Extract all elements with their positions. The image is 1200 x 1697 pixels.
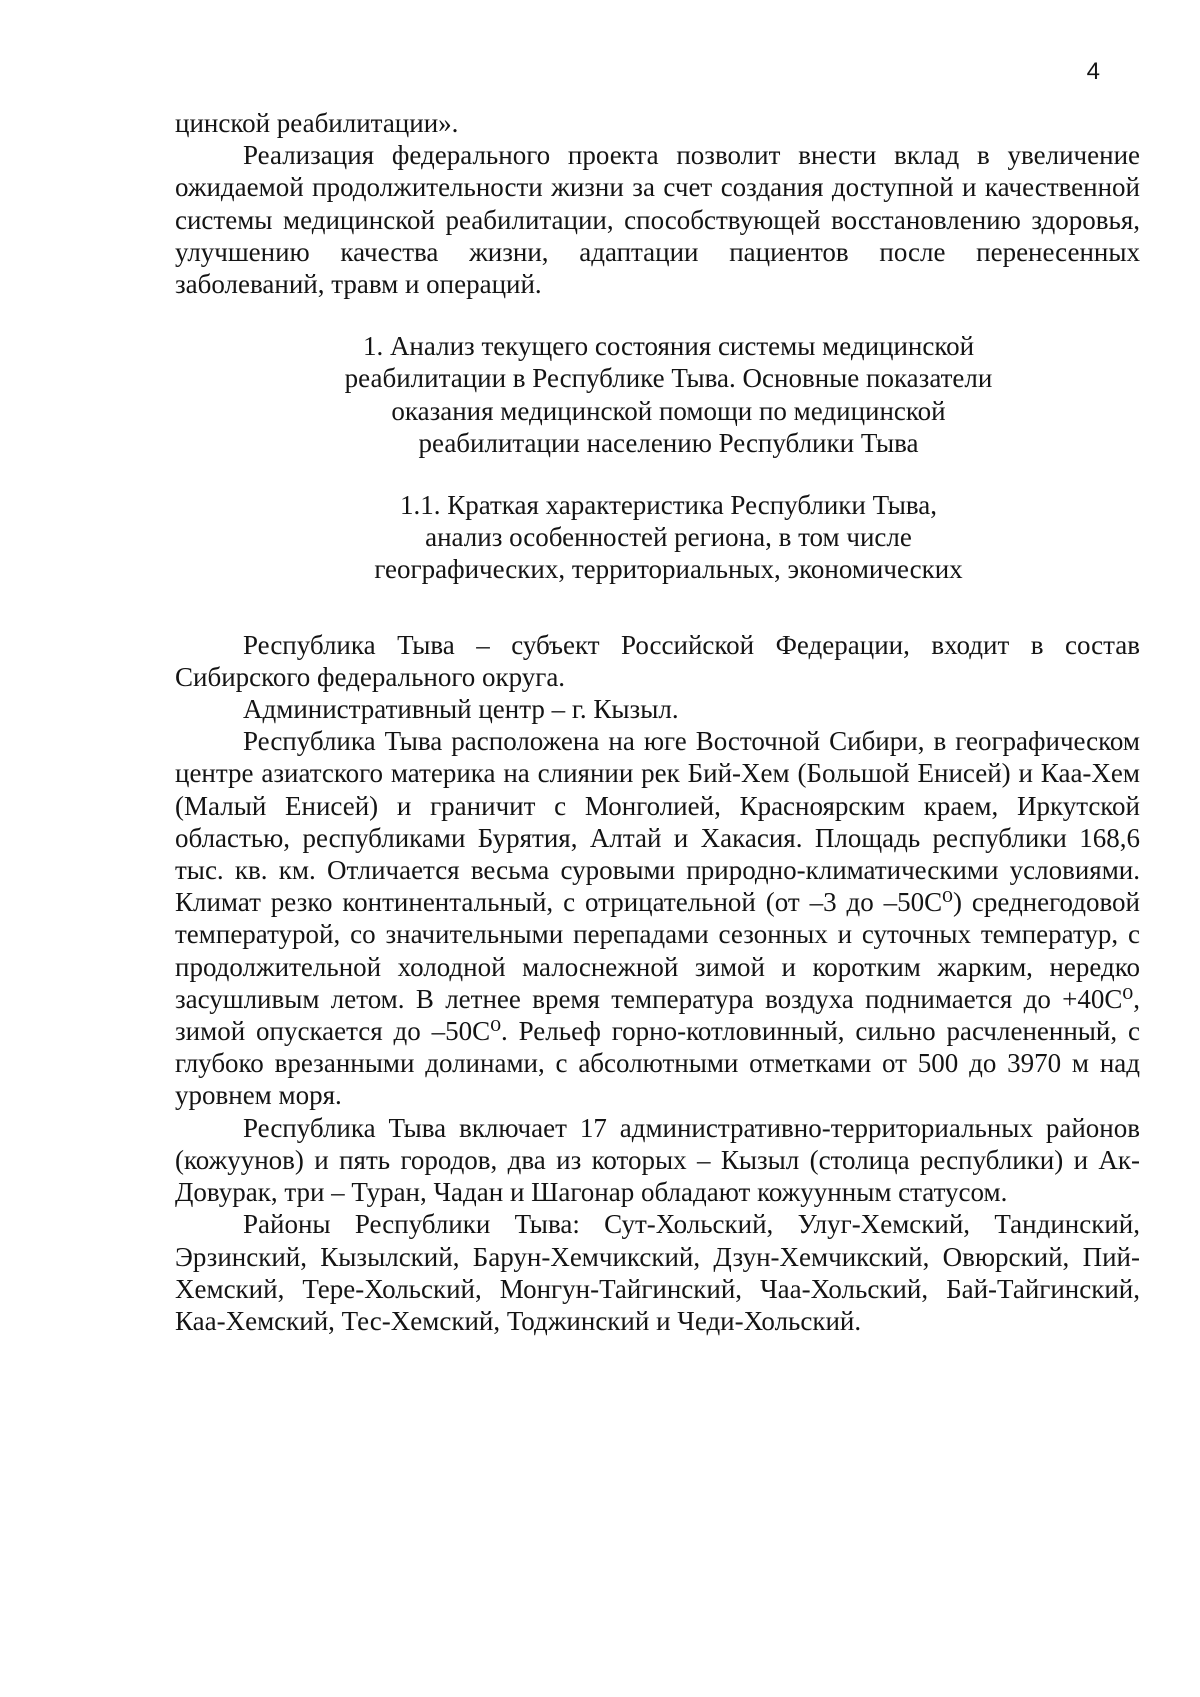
- paragraph-geography-climate: Республика Тыва расположена на юге Восточной Сибири, в географическом центре азиатского материка на слиянии рек Бий-Хем (Большой Енисей) и Каа-Хем (Малый Енисей) и граничит с Монголией, Красноярским краем, Иркутской областью, республиками Бурятия, Алтай и Хакасия. Площадь республики 168,6 тыс. кв. км. Отличается весьма суровыми природно-климатическими условиями. Климат резко континентальный, с отрицательной (от –3 до –50С⁰) среднегодовой температурой, со значительными перепадами сезонных и суточных температур, с продолжительной холодной малоснежной зимой и коротким жарким, нередко засушливым летом. В летнее время температура воздуха поднимается до +40С⁰, зимой опускается до –50С⁰. Рельеф горно-котловинный, сильно расчлененный, с глубоко врезанными долинами, с абсолютными отметками от 500 до 3970 м над уровнем моря.: [175, 726, 1140, 1111]
- document-body: [175, 107, 1140, 1337]
- paragraph-subject: Республика Тыва – субъект Российской Федерации, входит в состав Сибирского федерального округа.: [175, 629, 1140, 692]
- heading-2-line: анализ особенностей региона, в том числе: [425, 522, 912, 553]
- section-heading-1: [175, 330, 1140, 459]
- paragraph-districts-list: Районы Республики Тыва: Сут-Хольский, Улуг-Хемский, Тандинский, Эрзинский, Кызылский, Барун-Хемчикский, Дзун-Хемчикский, Овюрский, Пий-Хемский, Тере-Хольский, Монгун-Тайгинский, Чаа-Хольский, Бай-Тайгинский, Каа-Хемский, Тес-Хемский, Тоджинский и Чеди-Хольский.: [175, 1209, 1140, 1336]
- heading-1-line: 1. Анализ текущего состояния системы медицинской: [362, 331, 975, 362]
- section-heading-1-1: [175, 489, 1140, 586]
- paragraph-federal-project: Реализация федерального проекта позволит внести вклад в увеличение ожидаемой продолжительности жизни за счет создания доступной и качественной системы медицинской реабилитации, способствующей восстановлению здоровья, улучшению качества жизни, адаптации пациентов после перенесенных заболеваний, травм и операций.: [175, 140, 1140, 300]
- heading-1-line: реабилитации в Республике Тыва. Основные показатели: [344, 363, 993, 394]
- paragraph-admin-center: Административный центр – г. Кызыл.: [243, 694, 679, 725]
- paragraph-districts-cities: Республика Тыва включает 17 административно-территориальных районов (кожуунов) и пять городов, два из которых – Кызыл (столица республики) и Ак-Довурак, три – Туран, Чадан и Шагонар обладают кожуунным статусом.: [175, 1112, 1140, 1208]
- heading-2-line: 1.1. Краткая характеристика Республики Тыва,: [399, 490, 938, 521]
- heading-1-line: оказания медицинской помощи по медицинской: [391, 395, 946, 426]
- paragraph-continuation: цинской реабилитации».: [175, 108, 459, 138]
- heading-2-line: географических, территориальных, экономических: [374, 554, 963, 585]
- page-number: 4: [1086, 58, 1100, 85]
- heading-1-line: реабилитации населению Республики Тыва: [418, 427, 919, 458]
